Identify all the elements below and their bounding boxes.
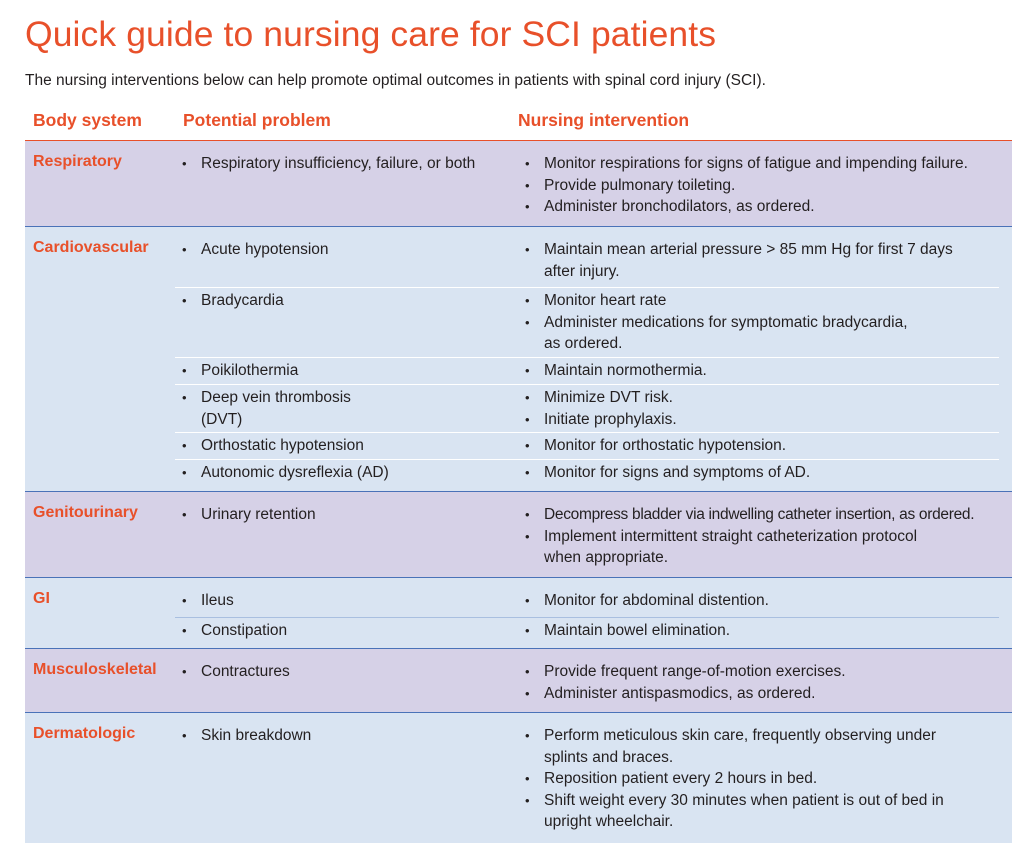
problem-item: • Acute hypotension <box>175 239 505 261</box>
table-row <box>175 432 999 460</box>
header-potential-problem: Potential problem <box>183 110 331 130</box>
table-row <box>175 617 999 646</box>
problem-item: • Ileus <box>175 590 505 612</box>
table-row <box>175 590 999 617</box>
system-name: Respiratory <box>33 153 122 170</box>
system-name: Genitourinary <box>33 504 138 521</box>
table-row <box>175 153 999 223</box>
table-row <box>175 384 999 433</box>
intervention-cell <box>518 620 998 642</box>
problem-item: • Bradycardia <box>175 290 505 312</box>
intervention-item: • Provide pulmonary toileting. <box>518 175 998 197</box>
table-row <box>175 459 999 490</box>
intervention-item: • Monitor heart rate <box>518 290 998 312</box>
problem-cell <box>175 153 505 175</box>
system-name: Cardiovascular <box>33 239 149 256</box>
problem-cell <box>175 590 505 612</box>
problem-item: • Deep vein thrombosis <box>175 387 505 409</box>
intervention-cell <box>518 725 998 833</box>
intervention-item: • Minimize DVT risk. <box>518 387 998 409</box>
section-dermatologic <box>25 713 1012 843</box>
intervention-item-continued: when appropriate. <box>544 549 669 566</box>
header-body-system: Body system <box>33 110 142 130</box>
table-header <box>25 102 1012 142</box>
intervention-item: • Provide frequent range-of-motion exercises. <box>518 661 998 683</box>
intervention-cell <box>518 387 998 430</box>
intervention-cell <box>518 290 998 355</box>
table-row <box>175 725 999 837</box>
care-table <box>25 141 1012 843</box>
problem-item-continued: (DVT) <box>201 410 243 428</box>
intervention-item: • Perform meticulous skin care, frequently observing under <box>518 725 998 747</box>
problem-cell <box>175 504 505 526</box>
intervention-cell <box>518 661 998 704</box>
intervention-cell <box>518 590 998 612</box>
intervention-item-continued: splints and braces. <box>544 748 674 766</box>
table-row <box>175 239 999 287</box>
intervention-item: • Maintain mean arterial pressure > 85 mm Hg for first 7 days <box>518 239 998 261</box>
intervention-item-continued: after injury. <box>544 262 620 280</box>
problem-item: • Skin breakdown <box>175 725 505 747</box>
section-gi <box>25 578 1012 649</box>
problem-cell <box>175 620 505 642</box>
intervention-item-continued: upright wheelchair. <box>544 813 674 830</box>
intervention-item: • Initiate prophylaxis. <box>518 409 998 431</box>
intervention-item: • Decompress bladder via indwelling catheter insertion, as ordered. <box>518 504 998 526</box>
problem-cell <box>175 387 505 430</box>
header-nursing-intervention: Nursing intervention <box>518 110 690 130</box>
section-genitourinary <box>25 492 1012 578</box>
system-name: Musculoskeletal <box>33 661 157 678</box>
intervention-item: • Maintain bowel elimination. <box>518 620 998 642</box>
page-subtitle: The nursing interventions below can help promote optimal outcomes in patients with spinal cord injury (SCI). <box>25 72 766 89</box>
problem-item: • Respiratory insufficiency, failure, or both <box>175 153 505 175</box>
table-row <box>175 661 999 709</box>
intervention-cell <box>518 153 998 218</box>
problem-cell <box>175 239 505 261</box>
intervention-item: • Administer bronchodilators, as ordered. <box>518 196 998 218</box>
intervention-item: • Monitor for abdominal distention. <box>518 590 998 612</box>
problem-cell <box>175 725 505 747</box>
problem-cell <box>175 435 505 457</box>
problem-cell <box>175 462 505 484</box>
problem-cell <box>175 290 505 312</box>
problem-cell <box>175 661 505 683</box>
intervention-item: • Shift weight every 30 minutes when patient is out of bed in <box>518 790 998 812</box>
problem-item: • Constipation <box>175 620 505 642</box>
problem-item: • Contractures <box>175 661 505 683</box>
intervention-cell <box>518 435 998 457</box>
intervention-item: • Administer medications for symptomatic bradycardia, <box>518 312 998 334</box>
table-row <box>175 504 999 574</box>
table-row <box>175 357 999 385</box>
intervention-cell <box>518 239 998 282</box>
page-title: Quick guide to nursing care for SCI patients <box>25 14 717 54</box>
intervention-item: • Maintain normothermia. <box>518 360 998 382</box>
section-respiratory <box>25 141 1012 227</box>
section-musculoskeletal <box>25 649 1012 713</box>
problem-item: • Autonomic dysreflexia (AD) <box>175 462 505 484</box>
problem-item: • Urinary retention <box>175 504 505 526</box>
intervention-item: • Monitor respirations for signs of fatigue and impending failure. <box>518 153 998 175</box>
table-row <box>175 287 999 358</box>
problem-item: • Poikilothermia <box>175 360 505 382</box>
intervention-item: • Monitor for orthostatic hypotension. <box>518 435 998 457</box>
intervention-item: • Implement intermittent straight catheterization protocol <box>518 526 998 548</box>
system-name: Dermatologic <box>33 725 136 742</box>
problem-item: • Orthostatic hypotension <box>175 435 505 457</box>
intervention-cell <box>518 360 998 382</box>
intervention-item: • Reposition patient every 2 hours in bed. <box>518 768 998 790</box>
section-cardiovascular <box>25 227 1012 492</box>
problem-cell <box>175 360 505 382</box>
system-name: GI <box>33 590 50 607</box>
intervention-item: • Monitor for signs and symptoms of AD. <box>518 462 998 484</box>
intervention-cell <box>518 462 998 484</box>
intervention-cell <box>518 504 998 569</box>
intervention-item: • Administer antispasmodics, as ordered. <box>518 683 998 705</box>
intervention-item-continued: as ordered. <box>544 335 623 352</box>
